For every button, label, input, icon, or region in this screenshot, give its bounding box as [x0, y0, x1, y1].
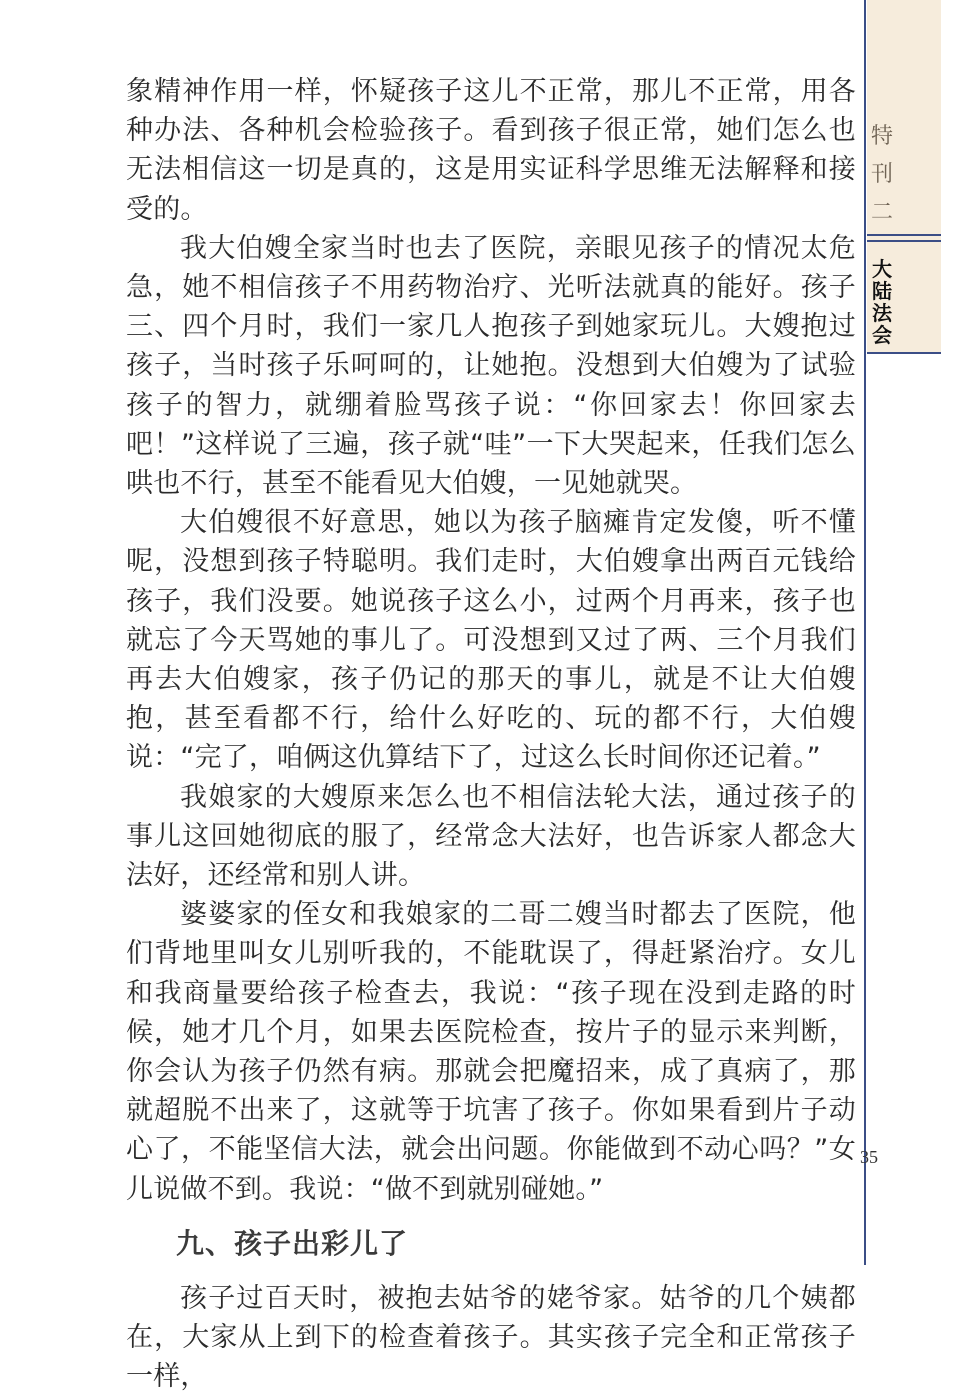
tab-divider: [867, 234, 941, 236]
issue-char: 二: [870, 200, 893, 225]
margin-rule: [864, 0, 866, 1265]
section-char: 法: [872, 301, 892, 325]
paragraph: 我大伯嫂全家当时也去了医院，亲眼见孩子的情况太危急，她不相信孩子不用药物治疗、光听法就真的能好。孩子三、四个月时，我们一家几人抱孩子到她家玩儿。大嫂抱过孩子，当时孩子乐呵呵的，让她抱。没想到大伯嫂为了试验孩子的智力，就绷着脸骂孩子说：“你回家去！你回家去吧！”这样说了三遍，孩子就“哇”一下大哭起来，任我们怎么哄也不行，甚至不能看见大伯嫂，一见她就哭。: [126, 232, 856, 500]
issue-char: 特: [870, 124, 893, 149]
issue-label-area: [867, 0, 941, 234]
issue-label: [867, 118, 897, 232]
issue-char: 刊: [870, 162, 893, 187]
section-char: 会: [872, 323, 892, 347]
tab-bottom-edge: [867, 352, 941, 354]
page-number: 35: [860, 1147, 878, 1167]
paragraph: 婆婆家的侄女和我娘家的二哥二嫂当时都去了医院，他们背地里叫女儿别听我的，不能耽误了，得赶紧治疗。女儿和我商量要给孩子检查去，我说：“孩子现在没到走路的时候，她才几个月，如果去医院检查，按片子的显示来判断，你会认为孩子仍然有病。那就会把魔招来，成了真病了，那就超脱不出来了，这就等于坑害了孩子。你如果看到片子动心了，不能坚信大法，就会出问题。你能做到不动心吗？”女儿说做不到。我说：“做不到就别碰她。”: [126, 899, 856, 1205]
section-char: 陆: [872, 279, 892, 303]
section-char: 大: [872, 257, 892, 281]
section-label: [869, 258, 895, 346]
paragraph: 象精神作用一样，怀疑孩子这儿不正常，那儿不正常，用各种办法、各种机会检验孩子。看到孩子很正常，她们怎么也无法相信这一切是真的，这是用实证科学思维无法解释和接受的。: [126, 76, 856, 225]
section-heading: 九、孩子出彩儿了: [176, 1226, 409, 1260]
paragraph: 我娘家的大嫂原来怎么也不相信法轮大法，通过孩子的事儿这回她彻底的服了，经常念大法好，也告诉家人都念大法好，还经常和别人讲。: [126, 781, 856, 892]
paragraph: 大伯嫂很不好意思，她以为孩子脑瘫肯定发傻，听不懂呢，没想到孩子特聪明。我们走时，大伯嫂拿出两百元钱给孩子，我们没要。她说孩子这么小，过两个月再来，孩子也就忘了今天骂她的事儿了。可没想到又过了两、三个月我们再去大伯嫂家，孩子仍记的那天的事儿，就是不让大伯嫂抱，甚至看都不行，给什么好吃的、玩的都不行，大伯嫂说：“完了，咱俩这仇算结下了，过这么长时间你还记着。”: [126, 507, 856, 774]
tab-divider: [867, 240, 941, 242]
side-tab: [867, 0, 941, 352]
article-body: [126, 72, 856, 1397]
paragraph: 孩子过百天时，被抱去姑爷的姥爷家。姑爷的几个姨都在，大家从上到下的检查着孩子。其实孩子完全和正常孩子一样，: [126, 1282, 856, 1393]
